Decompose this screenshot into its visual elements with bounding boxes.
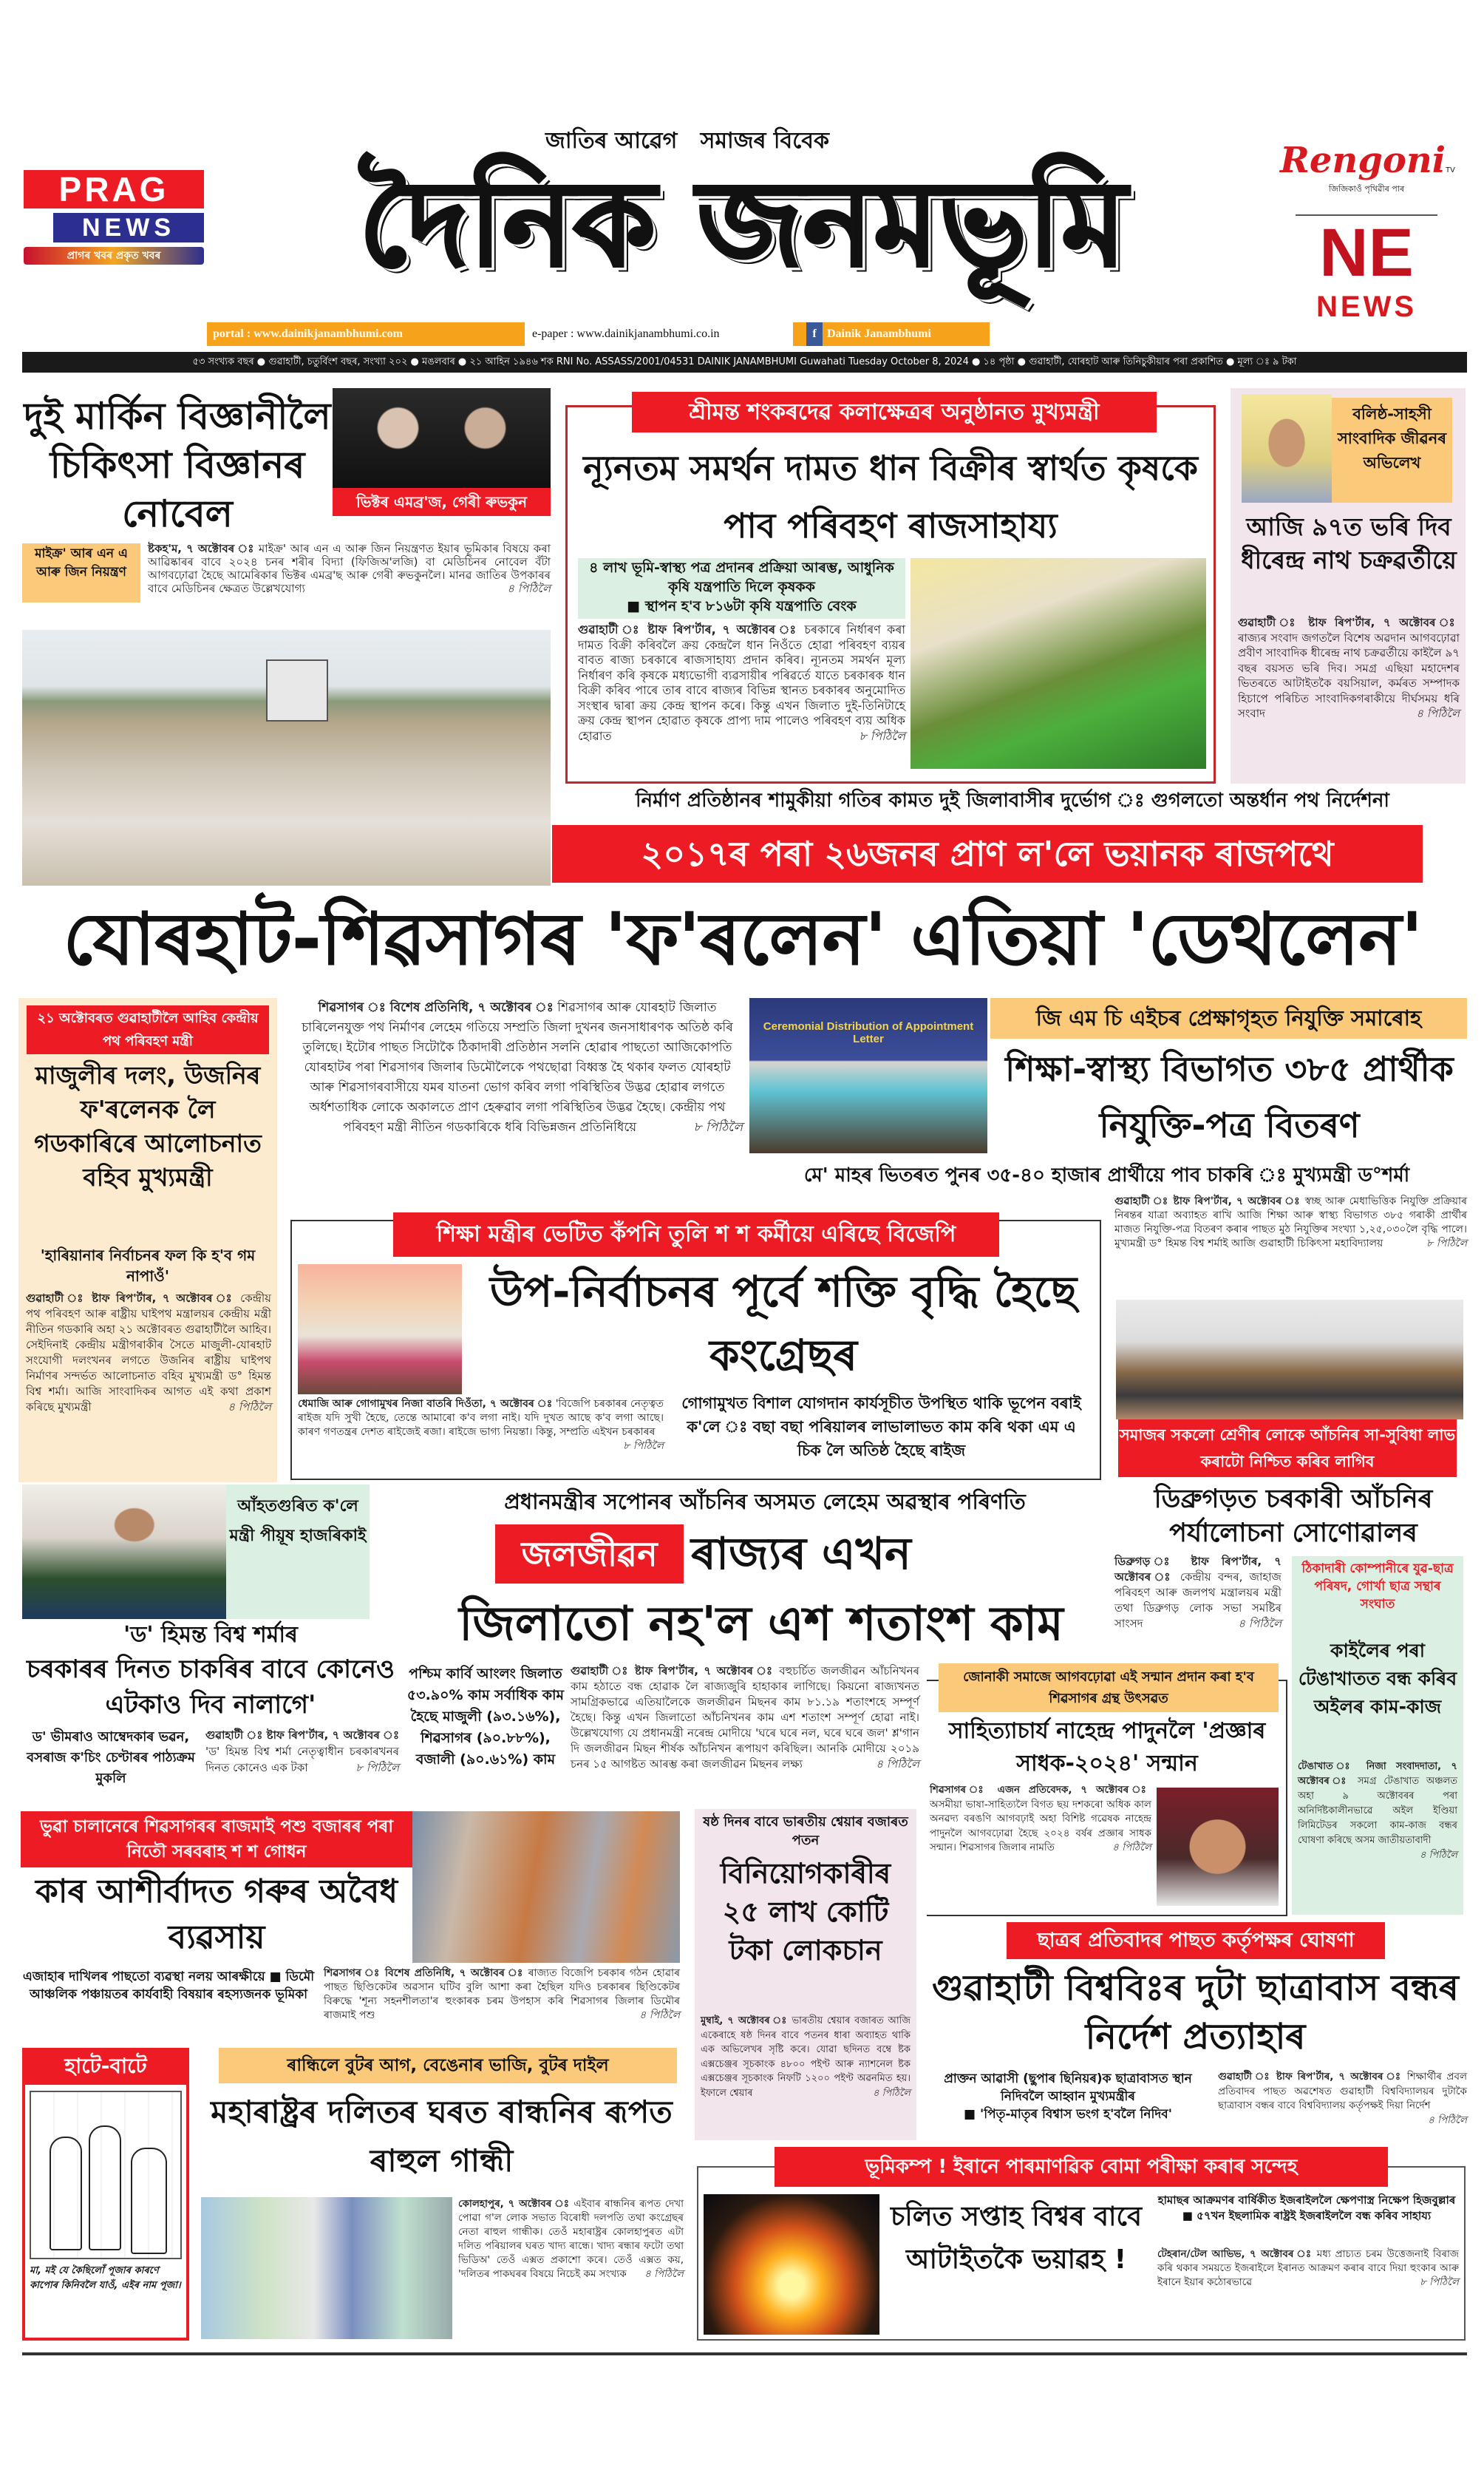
facebook-label: Dainik Janambhumi bbox=[827, 328, 931, 340]
appointment-dateline: গুৱাহাটী ঃ ষ্টাফ ৰিপ'ৰ্টাৰ, ৭ অক্টোবৰ ঃ bbox=[1114, 1195, 1301, 1207]
iran-kicker: ভূমিকম্প ! ইৰানে পাৰমাণৱিক বোমা পৰীক্ষা কৰাৰ সন্দেহ bbox=[775, 2147, 1388, 2187]
congress-body bbox=[298, 1397, 664, 1453]
appointment-headline: শিক্ষা-স্বাস্থ্য বিভাগত ৩৮৫ প্ৰাৰ্থীক নিযুক্তি-পত্ৰ বিতৰণ bbox=[1005, 1049, 1454, 1145]
journalist-headline: আজি ৯৭ত ভৰি দিব ধীৰেন্দ্ৰ নাথ চক্ৰৱৰ্তীয়ে bbox=[1241, 512, 1457, 574]
majuli-body bbox=[26, 1291, 271, 1415]
market-headline: বিনিয়োগকাৰীৰ ২৫ লাখ কোটি টকা লোকচান bbox=[720, 1857, 891, 1967]
gu-hostel-dateline: গুৱাহাটী ঃ ষ্টাফ ৰিপ'ৰ্টাৰ, ৭ অক্টোবৰ ঃ bbox=[1218, 2071, 1403, 2083]
iran-deck: হামাছৰ আক্ৰমণৰ বাৰ্ষিকীত ইজৰাইললৈ ক্ষেপণাস্ত্ৰ নিক্ষেপ হিজবুল্লাৰ ■ ৫৭খন ইছলামিক ৰাষ্ট্ৰই ইজৰাইললৈ বন্ধ কৰিব সাহায্য bbox=[1157, 2193, 1456, 2222]
dibrugarh-body bbox=[1114, 1554, 1282, 1632]
jaljeevan-deck: প্ৰধানমন্ত্ৰীৰ সপোনৰ আঁচনিৰ অসমত লেহেম অৱস্থাৰ পৰিণতি bbox=[504, 1489, 1026, 1514]
rengoni-logo-text: Rengoni bbox=[1280, 140, 1446, 181]
facebook-icon: f bbox=[806, 322, 823, 346]
dibrugarh-headline: ডিব্ৰুগড়ত চৰকাৰী আঁচনিৰ পৰ্যালোচনা সোণোৱালৰ bbox=[1154, 1484, 1433, 1548]
padun-text: অসমীয়া ভাষা-সাহিত্যলৈ বিগত ছয় দশকৰো অধিক কাল অনৱদ্য বৰঙণি আগবঢ়াই অহা বিশিষ্ট গৱেষক নাহেন্দ্ৰ পাদুনলৈ আগবঢ়োৱা হৈছে ২০২৪ বৰ্ষৰ প্ৰজ্ঞাৰ সাধক সন্মান। শিৱসাগৰ জিলাৰ নামতি bbox=[930, 1798, 1151, 1853]
missile-explosion-photo bbox=[704, 2194, 879, 2335]
tengakhat-dateline: টেঙাখাত ঃ নিজা সংবাদদাতা, ৭ অক্টোবৰ ঃ bbox=[1298, 1761, 1457, 1787]
cartoon-figure-boy bbox=[89, 2125, 121, 2250]
rahul-cooking-photo bbox=[201, 2197, 452, 2339]
masthead-tagline: জাতিৰ আৱেগ সমাজৰ বিবেক bbox=[545, 128, 829, 154]
congress-text: 'বিজেপি চৰকাৰৰ নেতৃত্বত ৰাইজ যদি সুখী হৈছে, তেন্তে আমাৰো ক'ব লগা নাই। যদি দুখত আছে ক'ব লগা আছে। কাৰণ গণতন্ত্ৰৰ দেশত ৰাইজেই ৰজা। ৰাইজে ভাগ্য নিয়ন্তা। কিন্তু, সম্প্ৰতি এইখন চৰকাৰৰ bbox=[298, 1398, 664, 1438]
continued-link[interactable]: ৪ পিঠিলৈ bbox=[876, 1757, 919, 1771]
nobel-text: মাইক্ৰ' আৰ এন এ আৰু জিন নিয়ন্ত্ৰণত ইয়াৰ ভূমিকাৰ বিষয়ে কৰা আৱিষ্কাৰৰ বাবে ২০২৪ চনৰ শৰীৰ বিদ্যা (ফিজিঅ'লজি) বা মেডিচিনৰ নোবেল বঁটা আগবঢ়োৱা হৈছে আমেৰিকাৰ ভিক্টৰ এমব্ৰ'ছ আৰু গেৰী ৰুভকুনলৈ। মানৱ জাতিৰ উপকাৰৰ বাবে মেডিচিনৰ ক্ষেত্ৰত উল্লেখযোগ্য bbox=[148, 542, 551, 595]
nobel-winners-photo bbox=[333, 388, 551, 488]
jaljeevan-text: বহুচৰ্চিত জলজীৱন আঁচনিখনৰ কাম হঠাতে বন্ধ হোৱাক লৈ ৰাজ্যজুৰি হাহাকাৰ লাগিছে। কিয়নো ৰাজ্যখনত সামগ্ৰিকভাৱে এতিয়ালৈকে জলজীৱন মিছনৰ কাম ৮১.১৯ শতাংশহে সম্পূৰ্ণ হৈছে। কিন্তু এখন জিলাতো আঁচনিখনৰ কাম এশ শতাংশ সম্পূৰ্ণ হোৱা নাই। উল্লেখযোগ্য যে প্ৰধানমন্ত্ৰী নৰেন্দ্ৰ মোদীয়ে 'ঘৰে ঘৰে নল, ঘৰে ঘৰে জল' শ্ল'গান দি জলজীৱন মিছন শীৰ্ষক আঁচনিখন ৰূপায়ণ কৰিছিল। আনকি মোদীয়ে ২০১৯ চনৰ ১৫ আগষ্টত আৰম্ভ কৰা জলজীৱন মিছনৰ লক্ষ্য bbox=[571, 1664, 919, 1771]
damaged-road-photo bbox=[22, 630, 551, 886]
continued-link[interactable]: ৮ পিঠিলৈ bbox=[859, 728, 905, 743]
tengakhat-kicker: ঠিকাদাৰী কোম্পানীৰে যুৱ-ছাত্ৰ পৰিষদ, গোৰ্খা ছাত্ৰ সন্থাৰ সংঘাত bbox=[1301, 1561, 1454, 1612]
continued-link[interactable]: ৪ পিঠিলৈ bbox=[644, 2268, 684, 2280]
ne-news-logo bbox=[1296, 214, 1437, 330]
road-deck: নিৰ্মাণ প্ৰতিষ্ঠানৰ শামুকীয়া গতিৰ কামত দুই জিলাবাসীৰ দুৰ্ভোগ ঃ গুগলতো অন্তৰ্ধান পথ নিৰ্দেশনা bbox=[636, 790, 1389, 812]
nobel-headline: দুই মাৰ্কিন বিজ্ঞানীলৈ চিকিৎসা বিজ্ঞানৰ নোবেল bbox=[24, 395, 331, 535]
journalist-body bbox=[1238, 615, 1460, 722]
gu-hostel-headline: গুৱাহাটী বিশ্ববিঃৰ দুটা ছাত্ৰাবাস বন্ধৰ নিৰ্দেশ প্ৰত্যাহাৰ bbox=[932, 1967, 1459, 2057]
cattle-body bbox=[324, 1967, 680, 2023]
gu-hostel-text: শিক্ষাৰ্থীৰ প্ৰবল প্ৰতিবাদৰ পাছত অৱশেষত গুৱাহাটী বিশ্ববিদ্যালয়ৰ দুটাকৈ ছাত্ৰাবাস বন্ধৰ বাবে বিশ্ববিদ্যালয় কৰ্তৃপক্ষই দিয়া নিৰ্দেশ bbox=[1218, 2071, 1468, 2111]
tengakhat-headline: কাইলৈৰ পৰা টেঙাখাতত বন্ধ কৰিব অইলৰ কাম-কাজ bbox=[1298, 1640, 1457, 1717]
jaljeevan-headline-2: জিলাতো নহ'ল এশ শতাংশ কাম bbox=[459, 1597, 1063, 1652]
appointment-kicker: জি এম চি এইচৰ প্ৰেক্ষাগৃহত নিযুক্তি সমাৰোহ bbox=[990, 998, 1467, 1039]
ne-news-text: NEWS bbox=[1316, 291, 1417, 323]
padun-body bbox=[930, 1783, 1151, 1856]
majuli-quote: 'হাৰিয়ানাৰ নিৰ্বাচনৰ ফল কি হ'ব গম নাপাওঁ' bbox=[40, 1246, 256, 1285]
rahul-kicker: ৰান্ধিলে বুটৰ আগ, বেঙেনাৰ ভাজি, বুটৰ দাইল bbox=[219, 2048, 677, 2083]
rengoni-tagline: জিজিকাওঁ পৃথিৱীৰ পাৰ bbox=[1328, 184, 1405, 194]
cattle-headline: কাৰ আশীৰ্বাদত গৰুৰ অবৈধ ব্যৱসায় bbox=[35, 1873, 398, 1956]
minister-piyush-photo bbox=[22, 1484, 226, 1619]
road-kicker: ২০১৭ৰ পৰা ২৬জনৰ প্ৰাণ ল'লে ভয়ানক ৰাজপথে bbox=[552, 825, 1423, 883]
market-body bbox=[701, 2014, 911, 2100]
cartoon-caption: মা, মই যে কৈছিলোঁ পূজাৰ কাৰণে কাপোৰ কিনিবলৈ যাওঁ, এইৰ নাম পূজা। bbox=[30, 2265, 181, 2291]
piyush-kicker: 'ড' হিমন্ত বিশ্ব শৰ্মাৰ bbox=[123, 1622, 298, 1648]
congress-joining-photo bbox=[298, 1264, 462, 1394]
gu-hostel-deck bbox=[924, 2070, 1212, 2123]
meeting-caption: সমাজৰ সকলো শ্ৰেণীৰ লোকে আঁচনিৰ সা-সুবিধা লাভ কৰাটো নিশ্চিত কৰিব লাগিব bbox=[1118, 1419, 1457, 1477]
continued-link[interactable]: ৮ পিঠিলৈ bbox=[1426, 1238, 1467, 1249]
gu-hostel-deck-1: প্ৰাক্তন আৱাসী (ছুপাৰ ছিনিয়ৰ)ক ছাত্ৰাবাসত স্থান নিদিবলৈ আহ্বান মুখ্যমন্ত্ৰীৰ bbox=[944, 2071, 1192, 2104]
prag-news-logo bbox=[24, 170, 204, 262]
piyush-headline: চৰকাৰৰ দিনত চাকৰিৰ বাবে কোনেও এটকাও দিব নালাগে' bbox=[27, 1655, 395, 1720]
iran-dateline: টেহৰান/টেল আভিভ, ৭ অক্টোবৰ ঃ bbox=[1157, 2248, 1313, 2260]
cattle-dateline: শিৱসাগৰ ঃ বিশেষ প্ৰতিনিধি, ৭ অক্টোবৰ ঃ bbox=[324, 1967, 524, 1979]
dibrugarh-dateline: ডিব্ৰুগড় ঃ ষ্টাফ ৰিপ'ৰ্টাৰ, ৭ অক্টোবৰ ঃ bbox=[1114, 1555, 1282, 1584]
tengakhat-body bbox=[1298, 1760, 1457, 1863]
continued-link[interactable]: ৪ পিঠিলৈ bbox=[639, 2009, 680, 2021]
nobel-sidebar: মাইক্ৰ' আৰ এন এ আৰু জিন নিয়ন্ত্ৰণ bbox=[22, 543, 140, 603]
prag-logo-text: PRAG bbox=[24, 170, 204, 208]
tractor-photo bbox=[911, 558, 1206, 769]
rahul-body bbox=[458, 2197, 684, 2281]
jaljeevan-stats: পশ্চিম কাৰ্বি আংলং জিলাত ৫৩.৯০% কাম সৰ্বাধিক কাম হৈছে মাজুলী (৯৩.১৬%), শিৱসাগৰ (৯০.৮৮%), বজালী (৯০.৬১%) কাম bbox=[406, 1666, 565, 1768]
piyush-deck: ড' ভীমৰাও আম্বেদকাৰ ভৱন, বসৰাজ ক'চিং চেণ্টাৰৰ পাঠ্যক্ৰম মুকলি bbox=[27, 1729, 195, 1786]
review-meeting-photo bbox=[1116, 1300, 1463, 1419]
continued-link[interactable]: ৮ পিঠিলৈ bbox=[1420, 2276, 1459, 2288]
continued-link[interactable]: ৪ পিঠিলৈ bbox=[507, 582, 551, 595]
jaljeevan-dateline: গুৱাহাটী ঃ ষ্টাফ ৰিপ'ৰ্টাৰ, ৭ অক্টোবৰ ঃ bbox=[571, 1664, 775, 1677]
road-body bbox=[292, 998, 743, 1138]
market-kicker: ষষ্ঠ দিনৰ বাবে ভাৰতীয় শ্বেয়াৰ বজাৰত পতন bbox=[703, 1814, 908, 1848]
market-dateline: মুম্বাই, ৭ অক্টোবৰ ঃ bbox=[701, 2015, 788, 2026]
newspaper-title: দৈনিক জনমভূমি bbox=[358, 154, 1127, 293]
continued-link[interactable]: ৪ পিঠিলৈ bbox=[1112, 1842, 1151, 1853]
portal-link[interactable]: portal : www.dainikjanambhumi.com bbox=[207, 322, 525, 346]
road-text: শিৱসাগৰ আৰু যোৰহাট জিলাত চাৰিলেনযুক্ত পথ নিৰ্মাণৰ লেহেম গতিয়ে সম্প্ৰতি জিলা দুখনৰ জনসাধাৰণক অতিষ্ঠ কৰি তুলিছে। ইটোৰ পাছত সিটোকৈ ঠিকাদাৰী প্ৰতিষ্ঠান সলনি হোৱাৰ পাছতো আজিকোপতি যোৰহাটৰ পৰা শিৱসাগৰ জিলাৰ ডিমৌলৈকে পথছোৱা বিধ্বস্ত হৈ থকাৰ ফলত যোৰহাট আৰু শিৱসাগৰবাসীয়ে যমৰ যাতনা ভোগ কৰিব লগা পৰিস্থিতিৰ উদ্ভৱ হোৱাৰ লগতে অৰ্ধশতাধিক লোকে অকালতে প্ৰাণ হেৰুৱাব লগা পৰিস্থিতিৰ উদ্ভৱ হৈছে। কেন্দ্ৰীয় পথ পৰিবহণ মন্ত্ৰী নীতিন গডকাৰিকে ধৰি বিভিন্নজন প্ৰতিনিধিয়ে bbox=[302, 1000, 733, 1135]
majuli-dateline: গুৱাহাটী ঃ ষ্টাফ ৰিপ'ৰ্টাৰ, ৭ অক্টোবৰ ঃ bbox=[26, 1292, 235, 1305]
epaper-link[interactable]: e-paper : www.dainikjanambhumi.co.in bbox=[532, 328, 720, 340]
nobel-dateline: ষ্টকহ'ম, ৭ অক্টোবৰ ঃ bbox=[148, 542, 255, 555]
paddy-deck-2: ■ স্থাপন হ'ব ৮১৬টা কৃষি যন্ত্ৰপাতি বেংক bbox=[627, 598, 857, 614]
continued-link[interactable]: ৪ পিঠিলৈ bbox=[1420, 1850, 1457, 1861]
cartoon-figure-mother bbox=[131, 2148, 167, 2254]
jaljeevan-tag: জলজীৱন bbox=[495, 1524, 684, 1584]
majuli-headline: মাজুলীৰ দলং, উজনিৰ ফ'ৰলেনক লৈ গডকাৰিৰে আলোচনাত বহিব মুখ্যমন্ত্ৰী bbox=[34, 1061, 262, 1192]
road-dateline: শিৱসাগৰ ঃ বিশেষ প্ৰতিনিধি, ৭ অক্টোবৰ ঃ bbox=[318, 1000, 554, 1015]
journalist-text: ৰাজ্যৰ সংবাদ জগতলৈ বিশেষ অৱদান আগবঢ়োৱা প্ৰবীণ সাংবাদিক ধীৰেন্দ্ৰ নাথ চক্ৰৱৰ্তীয়ে কাইলৈ ৯৭ বছৰ বয়সত ভৰি দিব। সমগ্ৰ এছিয়া মহাদেশৰ ভিতৰতে আটাইতকৈ বয়সিয়াল, কৰ্মৰত সম্পাদক হিচাপে পৰিচিত সাংবাদিকগৰাকীয়ে দীৰ্ঘসময় ধৰি সংবাদ bbox=[1238, 631, 1460, 720]
cattle-truck-photo bbox=[412, 1811, 680, 1963]
continued-link[interactable]: ৪ পিঠিলৈ bbox=[1428, 2114, 1467, 2126]
continued-link[interactable]: ৪ পিঠিলৈ bbox=[228, 1400, 271, 1414]
iran-text: মধ্য প্ৰাচ্যত চৰম উত্তেজনাই বিৰাজ কৰি থকাৰ সময়তে ইজৰাইলে ইৰানত আক্ৰমণ কৰাৰ বাবে দিয়া হুংকাৰ আৰু ইৰানে ইয়াৰ কঠোৰভাৱে bbox=[1157, 2248, 1459, 2288]
piyush-body bbox=[205, 1727, 399, 1776]
journalist-dateline: গুৱাহাটী ঃ ষ্টাফ ৰিপ'ৰ্টাৰ, ৭ অক্টোবৰ ঃ bbox=[1238, 616, 1460, 629]
rahul-dateline: কোলহাপুৰ, ৭ অক্টোবৰ ঃ bbox=[458, 2198, 570, 2210]
lead-headline: যোৰহাট-শিৱসাগৰ 'ফ'ৰলেন' এতিয়া 'ডেথলেন' bbox=[63, 897, 1423, 982]
congress-kicker: শিক্ষা মন্ত্ৰীৰ ভেটিত কঁপনি তুলি শ শ কৰ্মীয়ে এৰিছে বিজেপি bbox=[393, 1212, 999, 1257]
cattle-kicker: ভুৱা চালানেৰে শিৱসাগৰৰ ৰাজমাই পশু বজাৰৰ পৰা নিতৌ সৰবৰাহ শ শ গোধন bbox=[21, 1811, 412, 1867]
cattle-deck: এজাহাৰ দাখিলৰ পাছতো ব্যৱস্থা নলয় আৰক্ষীয়ে ■ ডিমৌ আঞ্চলিক পঞ্চায়তৰ কাৰ্যবাহী বিষয়াৰ ৰহস্যজনক ভূমিকা bbox=[22, 1969, 315, 2002]
journalist-label: বলিষ্ঠ-সাহসী সাংবাদিক জীৱনৰ অভিলেখ bbox=[1332, 398, 1452, 503]
gu-hostel-deck-2: ■ 'পিতৃ-মাতৃৰ বিশ্বাস ভংগ হ'বলৈ নিদিব' bbox=[964, 2107, 1172, 2122]
majuli-kicker: ২১ অক্টোবৰত গুৱাহাটীলৈ আহিব কেন্দ্ৰীয় পথ পৰিবহণ মন্ত্ৰী bbox=[27, 1005, 269, 1054]
congress-headline: উপ-নিৰ্বাচনৰ পূৰ্বে শক্তি বৃদ্ধি হৈছে কংগ্ৰেছৰ bbox=[489, 1266, 1078, 1380]
continued-link[interactable]: ৮ পিঠিলৈ bbox=[623, 1440, 664, 1452]
prag-tagline: প্ৰাগৰ খবৰ প্ৰকৃত খবৰ bbox=[24, 247, 204, 265]
appointment-deck: মে' মাহৰ ভিতৰত পুনৰ ৩৫-৪০ হাজাৰ প্ৰাৰ্থীয়ে পাব চাকৰি ঃ মুখ্যমন্ত্ৰী ড°শৰ্মা bbox=[803, 1164, 1410, 1187]
continued-link[interactable]: ৮ পিঠিলৈ bbox=[355, 1761, 399, 1774]
facebook-link[interactable] bbox=[793, 322, 990, 346]
appointment-text: স্বচ্ছ আৰু মেধাভিত্তিক নিযুক্তি প্ৰক্ৰিয়াৰ নিৰন্তৰ যাত্ৰা অব্যাহত ৰাখি আজি শিক্ষা আৰু স্বাস্থ্য বিভাগত ৩৮৫ গৰাকী প্ৰাৰ্থীৰ মাজত নিযুক্তি-পত্ৰ বিতৰণ কৰাৰ পাছত মুঠ নিযুক্তিৰ সংখ্যা ১,২৫,০৩০লৈ বৃদ্ধি পালে। মুখ্যমন্ত্ৰী ড° হিমন্ত বিশ্ব শৰ্মাই আজি গুৱাহাটী চিকিৎসা মহাবিদ্যালয় bbox=[1114, 1195, 1467, 1249]
paddy-body bbox=[578, 622, 905, 744]
cattle-text: ৰাজ্যত বিজেপি চৰকাৰ গঠন হোৱাৰ পাছত ছিণ্ডিকেটৰ অৱসান ঘটিব বুলি আশা কৰা হৈছিল যদিও চৰকাৰৰ ছিণ্ডিকেটৰ বিৰুদ্ধে 'শূন্য সহনশীলতা'ৰ হুংকাৰক চৰম উপহাস কৰি শিৱসাগৰ জিলাৰ ডিমৌৰ ৰাজমাই পশু bbox=[324, 1967, 680, 2021]
rahul-headline: মহাৰাষ্ট্ৰৰ দলিতৰ ঘৰত ৰান্ধনিৰ ৰূপত ৰাহুল গান্ধী bbox=[211, 2094, 673, 2179]
tengakhat-text: সমগ্ৰ টেঙাখাত অঞ্চলত অহা ৯ অক্টোবৰৰ পৰা অনিৰ্দিষ্টকালীনভাৱে অইল ইণ্ডিয়া লিমিটেডৰ সকলো কাম-কাজ বন্ধৰ ঘোষণা কৰিছে অসম জাতীয়তাবাদী bbox=[1298, 1776, 1457, 1846]
congress-dateline: ধেমাজি আৰু গোগামুখৰ নিজা বাতৰি দিওঁতা, ৭ অক্টোবৰ ঃ bbox=[298, 1398, 553, 1410]
rengoni-suffix: TV bbox=[1446, 166, 1455, 174]
padun-kicker: জোনাকী সমাজে আগবঢ়োৱা এই সন্মান প্ৰদান কৰা হ'ব শিৱসাগৰ গ্ৰন্থ উৎসৱত bbox=[939, 1663, 1279, 1712]
iran-headline: চলিত সপ্তাহ বিশ্বৰ বাবে আটাইতকৈ ভয়াৱহ ! bbox=[890, 2202, 1143, 2275]
cartoon-figure-girl bbox=[50, 2137, 82, 2250]
nahendra-padun-portrait bbox=[1157, 1788, 1279, 1906]
gu-hostel-kicker: ছাত্ৰৰ প্ৰতিবাদৰ পাছত কৰ্তৃপক্ষৰ ঘোষণা bbox=[1007, 1922, 1385, 1959]
iran-body bbox=[1157, 2247, 1459, 2290]
paddy-headline: ন্যূনতম সমৰ্থন দামত ধান বিক্ৰীৰ স্বাৰ্থত কৃষকে পাব পৰিবহণ ৰাজসাহায্য bbox=[583, 448, 1198, 546]
padun-headline: সাহিত্যাচাৰ্য নাহেন্দ্ৰ পাদুনলৈ 'প্ৰজ্ঞাৰ সাধক-২০২৪' সন্মান bbox=[948, 1718, 1266, 1777]
continued-link[interactable]: ৪ পিঠিলৈ bbox=[1416, 707, 1460, 720]
nobel-photo-caption: ভিক্টৰ এমব্ৰ'জ, গেৰী ৰুভকুন bbox=[333, 488, 551, 516]
jaljeevan-headline-1: ৰাজ্যৰ এখন bbox=[691, 1528, 911, 1580]
dibrugarh-text: কেন্দ্ৰীয় বন্দৰ, জাহাজ পৰিবহণ আৰু জলপথ মন্ত্ৰালয়ৰ মন্ত্ৰী তথা ডিব্ৰুগড় লোক সভা সমষ্টিৰ সাংসদ bbox=[1114, 1570, 1282, 1630]
paddy-kicker: শ্ৰীমন্ত শংকৰদেৱ কলাক্ষেত্ৰৰ অনুষ্ঠানত মুখ্যমন্ত্ৰী bbox=[632, 392, 1157, 432]
continued-link[interactable]: ৪ পিঠিলৈ bbox=[1238, 1617, 1282, 1630]
cartoon-illustration bbox=[30, 2091, 182, 2259]
rengoni-tv-logo bbox=[1280, 138, 1453, 203]
rahul-text: এইবাৰ ৰান্ধনিৰ ৰূপত দেখা পোৱা গ'ল লোক সভাত বিৰোধী দলপতি তথা কংগ্ৰেছৰ নেতা ৰাহুল গান্ধীক। তেওঁ মহাৰাষ্ট্ৰৰ কোলহাপুৰত এটা দলিত পৰিয়ালৰ ঘৰত খাদ্য ৰান্ধে। খাদ্য ৰন্ধাৰ ফটো তথা ভিডিঅ' তেওঁ এক্সত প্ৰকাশো কৰে। তেওঁ এক্সত কয়, 'দলিতৰ পাকঘৰৰ বিষয়ে নিচেই কম সংখ্যক bbox=[458, 2198, 684, 2280]
piyush-caption: আঁহতগুৰিত ক'লে মন্ত্ৰী পীয়ূষ হাজৰিকাই bbox=[226, 1484, 370, 1619]
truck-shape bbox=[266, 659, 328, 722]
majuli-text: কেন্দ্ৰীয় পথ পৰিবহণ আৰু ৰাষ্ট্ৰীয় ঘাইপথ মন্ত্ৰালয়ৰ কেন্দ্ৰীয় মন্ত্ৰী নীতিন গডকাৰি অহা ২১ অক্টোবৰত গুৱাহাটীলৈ আহিব। সেইদিনাই কেন্দ্ৰীয় মন্ত্ৰীগৰাকীৰ সৈতে মাজুলী-যোৰহাট সংযোগী দলংখনৰ লগতে উজনিৰ ৰাষ্ট্ৰীয় ঘাইপথ নিৰ্মাণৰ সন্দৰ্ভত আলোচনাত বহিব মুখ্যমন্ত্ৰী ড° হিমন্ত বিশ্ব শৰ্মা। আজি সাংবাদিকৰ আগত এই কথা প্ৰকাশ কৰিছে মুখ্যমন্ত্ৰী bbox=[26, 1292, 271, 1414]
gu-hostel-body bbox=[1218, 2070, 1467, 2128]
market-text: ভাৰতীয় শ্বেয়াৰ বজাৰত আজি একেৰাহে ষষ্ঠ দিনৰ বাবে পতনৰ ধাৰা অব্যাহত থাকি এক অভিলেখৰ সৃষ্টি কৰে। যোৱা ছদিনত বম্বে ষ্টক এক্সচেঞ্জৰ সূচকাংক ৪৮০০ পইণ্ট আৰু ন্যাশনেল ষ্টক এক্সচেঞ্জৰ সূচকাংক নিফটি ১২০০ পইণ্ট অৱনমিত হয়। ইফালে শ্বেয়াৰ bbox=[701, 2015, 911, 2099]
jaljeevan-body bbox=[571, 1663, 919, 1772]
appointment-photo-banner: Ceremonial Distribution of Appointment Letter bbox=[763, 1020, 974, 1045]
dateline-bar: ৫৩ সংখ্যক বছৰ ● গুৱাহাটী, চতুৰ্বিংশ বছৰ, সংখ্যা ২০২ ● মঙলবাৰ ● ২১ আহিন ১৯৪৬ শক RNI No. ASSASS/2001/04531 DAINIK JANAMBHUMI Guwahati Tuesday October 8, 2024 ● ১৪ পৃষ্ঠা ● গুৱাহাটী, যোৰহাট আৰু তিনিচুকীয়াৰ পৰা প্ৰকাশিত ● মূল্য ঃ ৯ টকা bbox=[22, 352, 1467, 373]
paddy-dateline: গুৱাহাটী ঃ ষ্টাফ ৰিপ'ৰ্টাৰ, ৭ অক্টোবৰ ঃ bbox=[578, 622, 799, 637]
journalist-portrait bbox=[1242, 394, 1332, 503]
ne-logo-text: NE bbox=[1319, 215, 1414, 291]
congress-deck: গোগামুখত বিশাল যোগদান কাৰ্যসূচীত উপস্থিত থাকি ভূপেন বৰাই ক'লে ঃ বছা বছা পৰিয়ালৰ লাভালাভত কাম কৰি থকা এম এ চিক লৈ অতিষ্ঠ হৈছে ৰাইজ bbox=[681, 1394, 1081, 1459]
piyush-dateline: গুৱাহাটী ঃ ষ্টাফ ৰিপ'ৰ্টাৰ, ৭ অক্টোবৰ ঃ bbox=[205, 1728, 399, 1742]
appointment-ceremony-photo bbox=[749, 998, 987, 1153]
continued-link[interactable]: ৮ পিঠিলৈ bbox=[693, 1120, 743, 1135]
news-logo-text: NEWS bbox=[53, 213, 204, 242]
nobel-body bbox=[148, 542, 551, 595]
paddy-deck bbox=[578, 558, 905, 619]
paddy-text: চৰকাৰে নিৰ্ধাৰণ কৰা দামত বিক্ৰী কৰিবলৈ ক্ৰয় কেন্দ্ৰলৈ ধান নিওঁতে হোৱা পৰিবহণ ব্যয়ৰ বাবত ৰাজ্য চৰকাৰে ৰাজসাহায্য প্ৰদান কৰিব। ন্যূনতম সমৰ্থন মূল্য নিৰ্ধাৰণ কৰি কৃষকে মধ্যভোগী ব্যৱসায়ীৰ পৰিৱৰ্তে যাতে চৰকাৰক ধান বিক্ৰী কৰিব পাৰে তাৰ বাবে ৰাজ্যৰ বিভিন্ন স্থানত চৰকাৰৰ অনুমোদিত সংস্থাৰ দ্বাৰা ক্ৰয় কেন্দ্ৰ স্থাপন কৰে। কিন্তু এখন জিলাত দুই-তিনিটাহে ক্ৰয় কেন্দ্ৰ স্থাপন হোৱাত কৃষকে প্ৰাপ্য দাম পালেও পৰিবহণ ব্যয় অধিক হোৱাত bbox=[578, 622, 905, 743]
paddy-deck-1: ৪ লাখ ভূমি-স্বাস্থ্য পত্ৰ প্ৰদানৰ প্ৰক্ৰিয়া আৰম্ভ, আধুনিক কৃষি যন্ত্ৰপাতি দিলে কৃষকক bbox=[589, 560, 894, 595]
piyush-text: 'ড' হিমন্ত বিশ্ব শৰ্মা নেতৃত্বাধীন চৰকাৰখনৰ দিনত কোনেও এক টকা bbox=[205, 1745, 399, 1774]
appointment-body bbox=[1114, 1195, 1467, 1251]
padun-dateline: শিৱসাগৰ ঃ এজন প্ৰতিবেদক, ৭ অক্টোবৰ ঃ bbox=[930, 1784, 1151, 1796]
bottom-rule bbox=[22, 2352, 1467, 2355]
continued-link[interactable]: ৪ পিঠিলৈ bbox=[873, 2087, 911, 2099]
cartoon-title: হাটে-বাটে bbox=[22, 2048, 189, 2085]
